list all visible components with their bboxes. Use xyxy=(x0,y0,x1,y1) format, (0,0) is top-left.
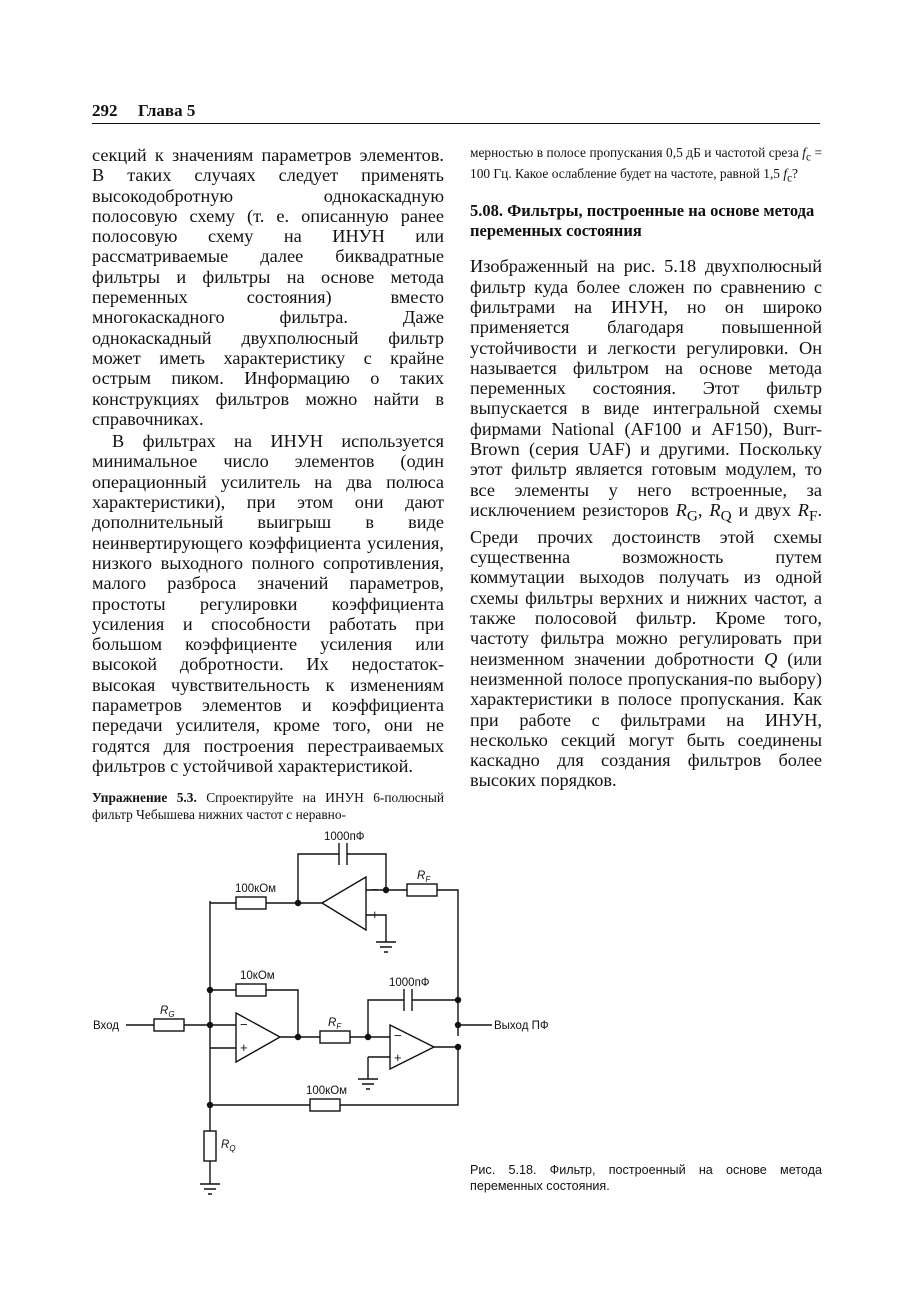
res-bottom-label: 100кОм xyxy=(306,1085,348,1097)
minus-sign: − xyxy=(371,882,379,897)
subscript: Q xyxy=(720,507,732,525)
junction-dot xyxy=(295,1034,301,1040)
resistor-100k-top xyxy=(236,897,266,909)
rf-top-label: $R_F$ xyxy=(417,870,431,884)
subscript: F xyxy=(808,507,818,525)
resistor-100k-bottom xyxy=(310,1099,340,1111)
rq-label: $R_Q$ xyxy=(221,1139,236,1153)
junction-dot xyxy=(455,1044,461,1050)
symbol-r: R xyxy=(797,499,809,520)
minus-sign: − xyxy=(240,1017,248,1032)
junction-dot xyxy=(455,997,461,1003)
plus-sign: + xyxy=(394,1050,402,1065)
section-title: 5.08. Фильтры, построенные на основе метода переменных состояния xyxy=(470,201,815,241)
text-run: мерностью в полосе пропускания 0,5 дБ и частотой среза xyxy=(470,145,803,160)
res-mid-label: 10кОм xyxy=(240,970,275,982)
plus-sign: + xyxy=(371,907,379,922)
rg-label: $R_G$ xyxy=(160,1005,175,1019)
text-run: Изображенный на рис. 5.18 двухполюсный фильтр куда более сложен по сравнению с фильтрами на ИНУН, но он широко применяется благодаря повышенной устойчивости и легкости регулировки. Он называется фильтром на основе метода переменных состояния. Этот фильтр выпускается в виде интегральной схемы фирмами National (AF100 и AF150), Burr-Brown (серия UAF) и другими. Поскольку этот фильтр является готовым модулем, то все элементы у него встроенные, за исключением резисторов xyxy=(470,256,822,520)
exercise-label: Упражнение 5.3. xyxy=(92,790,197,806)
subscript: G xyxy=(686,507,698,525)
subscript: c xyxy=(806,151,811,164)
exercise-paragraph xyxy=(92,790,444,823)
subscript: c xyxy=(787,172,793,185)
resistor-rq xyxy=(204,1131,216,1161)
paragraph: секций к значениям параметров элементов. В таких случаях следует применять высокодобротную однокаскадную полосовую схему (т. е. описанную ранее полосовую схему на ИНУН или рассматриваемые далее биквадратные фильтры и фильтры на основе метода переменных состояния) вместо многокаскадного фильтра. Даже однокаскадный двухполюсный фильтр может иметь характеристику с крайне острым пиком. Информацию о таких конструкциях фильтров можно найти в справочниках. xyxy=(92,145,444,429)
symbol-r: R xyxy=(709,499,721,520)
exercise-continuation xyxy=(470,145,822,187)
text-run: и двух xyxy=(731,499,798,520)
minus-sign: − xyxy=(394,1028,402,1043)
text-run: = 100 Гц. Какое ослабление будет на частоте, равной 1,5 xyxy=(470,145,822,182)
symbol-f: f xyxy=(783,166,788,182)
ground-symbol xyxy=(376,942,396,952)
rf-mid-label: $R_F$ xyxy=(328,1017,342,1031)
state-variable-filter-schematic xyxy=(88,826,568,1206)
junction-dot xyxy=(207,987,213,993)
ground-symbol xyxy=(358,1079,378,1089)
junction-dot xyxy=(383,887,389,893)
capacitor-top xyxy=(339,843,347,865)
paragraph xyxy=(470,256,822,790)
junction-dot xyxy=(207,1022,213,1028)
plus-sign: + xyxy=(240,1040,248,1055)
text-run: (или неизменной полосе пропускания-по выбору) характеристики в полосе пропускания. Как при работе с фильтрами на ИНУН, несколько секций могут быть соединены каскадно для создания фильтров более высоких порядков. xyxy=(470,648,822,791)
junction-dot xyxy=(207,1102,213,1108)
cap-right-label: 1000пФ xyxy=(389,977,430,989)
page-number: 292 xyxy=(92,101,118,120)
junctions xyxy=(207,887,461,1108)
opamp-integrator-top xyxy=(322,877,366,930)
input-label: Вход xyxy=(93,1020,120,1032)
res-top-label: 100кОм xyxy=(235,883,277,895)
junction-dot xyxy=(295,900,301,906)
resistor-rf-mid xyxy=(320,1031,350,1043)
resistor-10k xyxy=(236,984,266,996)
figure-caption: Рис. 5.18. Фильтр, построенный на основе метода переменных состояния. xyxy=(470,1163,822,1193)
paragraph: В фильтрах на ИНУН используется минимальное число элементов (один операционный усилитель на два полюса характеристики), при этом они дают дополнительный выигрыш в виде неинвертирующего коэффициента усиления, низкого выходного полного сопротивления, малого разброса значений параметров, простоты регулировки коэффициента усиления и способности работать при большом коэффициенте усиления или высокой добротности. Их недостаток-высокая чувствительность к изменениям параметров элементов и коэффициента передачи усилителя, кроме того, они не годятся для построения перестраиваемых фильтров с устойчивой характеристикой. xyxy=(92,431,444,776)
circuit-figure xyxy=(88,826,568,1206)
left-column xyxy=(92,145,444,823)
junction-dot xyxy=(365,1034,371,1040)
symbol-q: Q xyxy=(764,648,778,669)
output-label: Выход ПФ xyxy=(494,1020,549,1032)
wire xyxy=(266,990,298,1037)
symbol-r: R xyxy=(675,499,687,520)
page-header xyxy=(92,101,820,124)
ground-symbol xyxy=(200,1184,220,1194)
right-column xyxy=(470,145,822,791)
text-run: ? xyxy=(792,166,798,182)
text-run: . Среди прочих достоинств этой схемы существенна возможность путем коммутации выходов получать из одной схемы фильтры верхних и нижних частот, а также полосовой фильтр. Кроме того, частоту фильтра можно регулировать при неизменном значении добротности xyxy=(470,499,823,669)
wire xyxy=(298,854,339,903)
exercise-text: Спроектируйте на ИНУН 6-полюсный фильтр Чебышева нижних частот с неравно- xyxy=(92,790,444,822)
wire xyxy=(437,890,458,1036)
chapter-title: Глава 5 xyxy=(138,101,196,120)
resistor-rg xyxy=(154,1019,184,1031)
symbol-f: f xyxy=(802,145,806,160)
text-run: , xyxy=(697,499,710,520)
resistor-rf-top xyxy=(407,884,437,896)
capacitor-right xyxy=(404,989,412,1011)
junction-dot xyxy=(455,1022,461,1028)
cap-top-label: 1000пФ xyxy=(324,831,365,843)
